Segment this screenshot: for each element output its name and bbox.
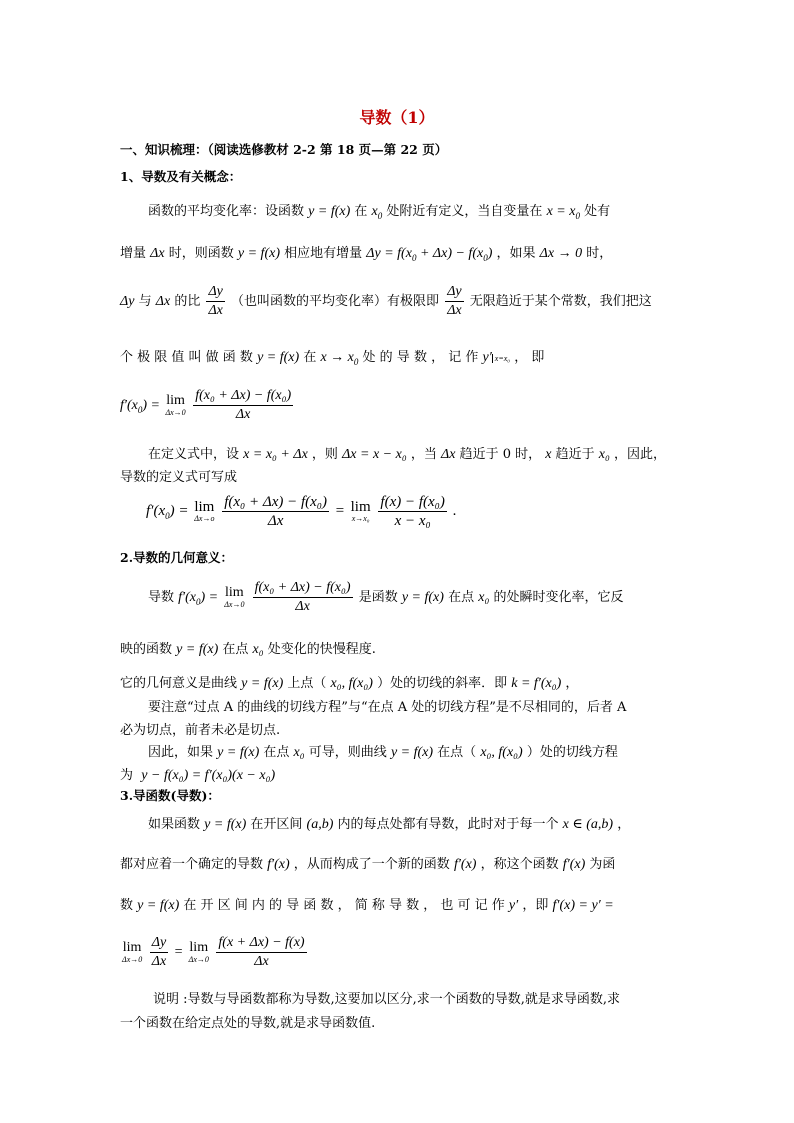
para3-line2: 都对应着一个确定的导数 f′(x) ，从而构成了一个新的函数 f′(x) ，称这个函数 f′(x) 为函 [120,857,616,872]
derivative-definition-1: $f'(x_0)$ = lim Δx→0 $\frac{\text{f(x₀ + Δx) − f(x₀)}}{\Delta x}$ [120,388,292,422]
derivative-function-formula: lim Δx→0 $\frac{\Delta y}{\Delta x}$ = lim Δx→0 $\frac{f(x + \Delta x) - f(x)}{\Delta x}$ [122,935,305,969]
para3-line3: 数 y = f(x) 在 开 区 间 内 的 导 函 数 ， 简 称 导 数 ， 也 可 记 作 y′ ，即 f′(x) = y′ = [120,898,614,913]
frac-dy-dx: $\frac{\Delta y}{\Delta x}$ [208,284,223,318]
para2-line4: 要注意“过点 A 的曲线的切线方程”与“在点 A 处的切线方程”是不尽相同的，后者 A [148,700,627,715]
frac-dy-dx-2: $\frac{\Delta y}{\Delta x}$ [447,284,462,318]
para2-line6: 因此，如果 y = f(x) 在点 x₀ 可导，则曲线 y = f(x) 在点（ x₀, f(x₀) ）处的切线方程 [148,745,618,760]
section-heading-3: 3.导函数(导数)： [120,788,220,803]
derivative-definition-2: $f'(x_0)$ = lim Δx→o $\frac{\text{f(x₀ + Δx) − f(x₀)}}{\Delta x}$ = lim x→x₀ $\frac{\text{f(x) − f(x₀)}}{\text{x − x₀}}$ . [146,494,457,529]
para1-line4: 个 极 限 值 叫 做 函 数 y = f(x) 在 $x \to x_0$ 处 的 导 数 ， 记 作 y′ x=x₀ ， 即 [120,350,545,367]
para1-line3: Δy 与 Δx 的比 $\frac{\Delta y}{\Delta x}$ （也叫函数的平均变化率）有极限即 $\frac{\Delta y}{\Delta x}$ 无限趋近于某个常数，我们把这 [120,284,652,318]
page-title: 导数（1） [359,108,435,127]
para1-line1: 函数的平均变化率：设函数 y = f(x) 在 $x_0$ 处附近有定义，当自变量在 $x = x_0$ 处有 [148,204,611,221]
para2-line3: 它的几何意义是曲线 y = f(x) 上点（ x₀, f(x₀) ）处的切线的斜率．即 k = f′(x₀) ， [120,676,579,691]
para2-line7: 为 y − f(x₀) = f′(x₀)(x − x₀) [120,768,276,783]
para2-line5: 必为切点，前者未必是切点. [120,723,281,738]
note-line2: 一个函数在给定点处的导数,就是求导函数值. [120,1016,376,1031]
para-substitution: 在定义式中，设 x = x₀ + Δx ，则 Δx = x − x₀ ，当 Δx 趋近于 0 时， x 趋近于 x₀ ，因此， [148,447,667,462]
para2-line1: 导数 $f'(x_0)$ = lim Δx→0 $\frac{\text{f(x₀ + Δx) − f(x₀)}}{\Delta x}$ 是函数 y = f(x) 在点 x₀ 的处瞬时变化率，它反 [148,580,624,614]
para2-line2: 映的函数 y = f(x) 在点 x₀ 处变化的快慢程度. [120,642,376,657]
note-line1: 说明 :导数与导函数都称为导数,这要加以区分,求一个函数的导数,就是求导函数,求 [153,992,621,1007]
subheading-concepts: 1、导数及有关概念： [120,169,242,184]
section-heading-1: 一、知识梳理：（阅读选修教材 2-2 第 18 页—第 22 页） [120,142,448,157]
section-heading-2: 2.导数的几何意义： [120,550,234,565]
para1-line2: 增量 Δx 时，则函数 y = f(x) 相应地有增量 $\Delta y = f(x_0 + \Delta x) - f(x_0)$ ，如果 Δx → 0 时， [120,246,613,263]
para-definition-rewrite: 导数的定义式可写成 [120,470,238,485]
para3-line1: 如果函数 y = f(x) 在开区间 (a,b) 内的每点处都有导数，此时对于每一个 x ∈ (a,b) ， [148,817,631,832]
